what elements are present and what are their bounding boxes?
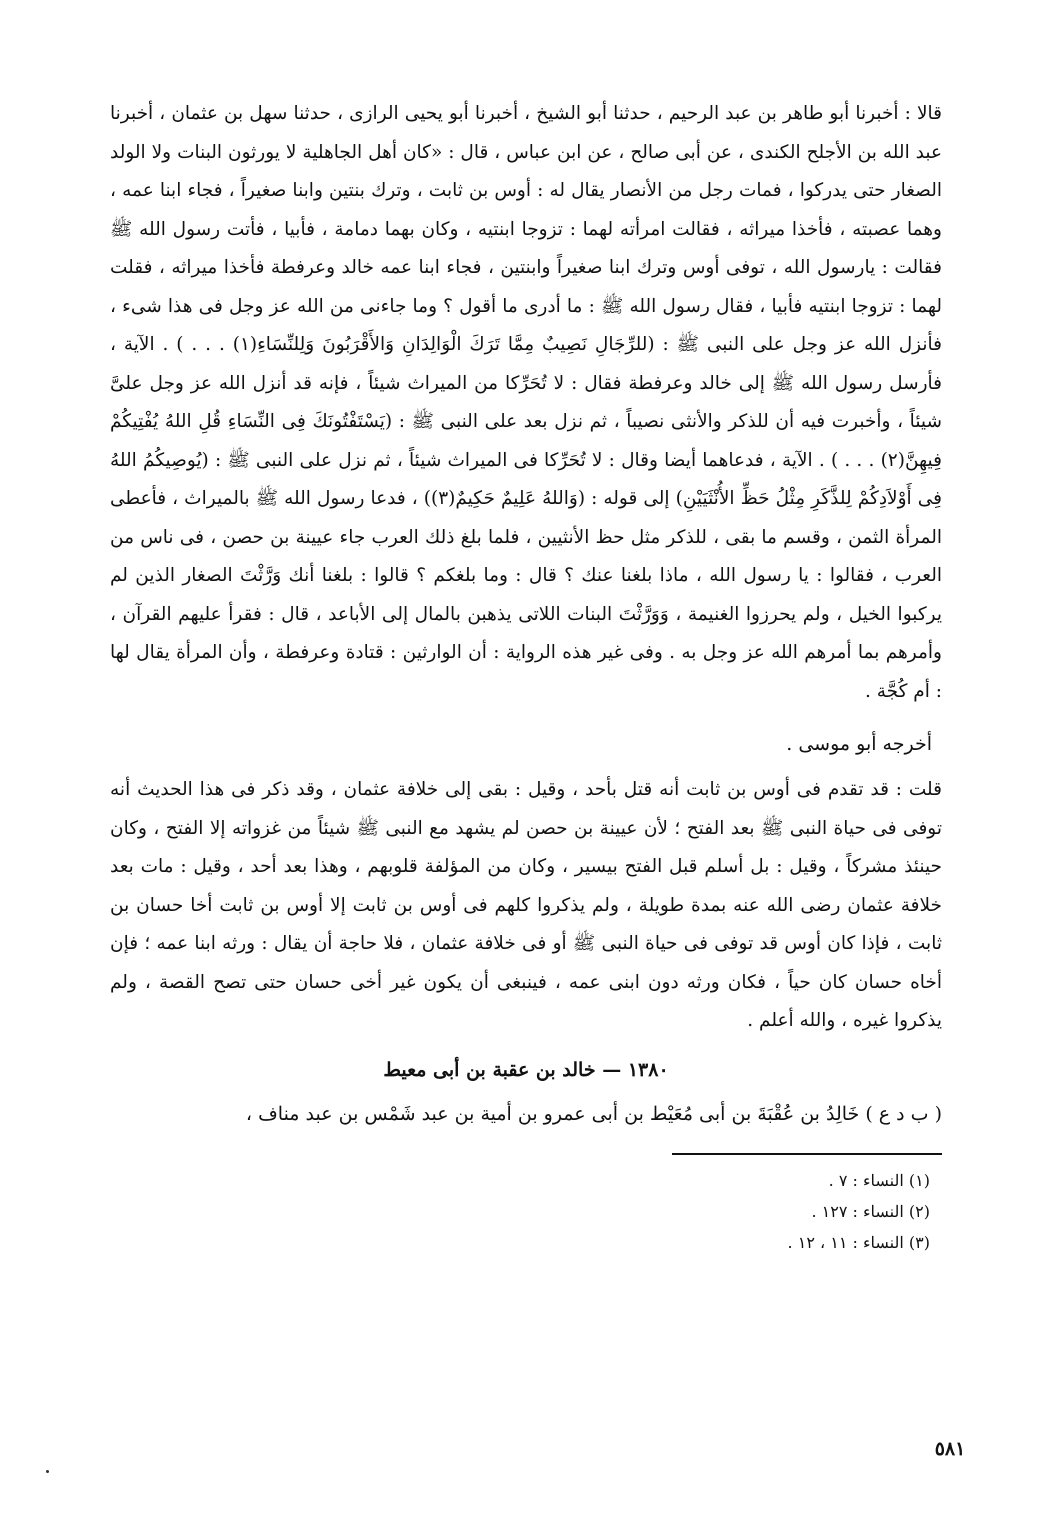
footnote-1: (١) النساء : ٧ . [828, 1170, 930, 1190]
page-number: ٥٨١ [934, 1438, 966, 1460]
page-content [110, 95, 942, 1258]
footnotes [110, 1165, 942, 1258]
commentary-paragraph: قلت : قد تقدم فى أوس بن ثابت أنه قتل بأحد ، وقيل : بقى إلى خلافة عثمان ، وقد ذكر فى هذا الحديث أنه توفى فى حياة النبى ﷺ بعد الفتح ؛ لأن عيينة بن حصن لم يشهد مع النبى ﷺ شيئاً من غزواته إلا الفتح ، وكان حينئذ مشركاً ، وقيل : بل أسلم قبل الفتح بيسير ، وكان من المؤلفة قلوبهم ، وهذا بعد أحد ، وقيل : مات بعد خلافة عثمان رضى الله عنه بمدة طويلة ، ولم يذكروا كلهم فى أوس بن ثابت إلا أوس بن ثابت أخا حسان بن ثابت ، فإذا كان أوس قد توفى فى حياة النبى ﷺ أو فى خلافة عثمان ، فلا حاجة أن يقال : ورثه ابنا عمه ؛ فإن أخاه حسان كان حياً ، فكان ورثه دون ابنى عمه ، فينبغى أن يكون غير أخى حسان حتى تصح القصة ، ولم يذكروا غيره ، والله أعلم . [110, 779, 942, 1031]
entry-first-line: ( ب د ع ) خَالِدُ بن عُقْبَةَ بن أبى مُعَيْط بن أبى عمرو بن أمية بن عبد شَمْس بن عبد مناف ، [245, 1102, 942, 1125]
attribution-line: أخرجه أبو موسى . [786, 733, 932, 755]
hadith-paragraph: قالا : أخبرنا أبو طاهر بن عبد الرحيم ، حدثنا أبو الشيخ ، أخبرنا أبو يحيى الرازى ، حدثنا سهل بن عثمان ، أخبرنا عبد الله بن الأجلح الكندى ، عن أبى صالح ، عن ابن عباس ، قال : «كان أهل الجاهلية لا يورثون البنات ولا الولد الصغار حتى يدركوا ، فمات رجل من الأنصار يقال له : أوس بن ثابت ، وترك بنتين وابنا صغيراً ، فجاء ابنا عمه ، وهما عصبته ، فأخذا ميراثه ، فقالت امرأته لهما : تزوجا ابنتيه ، وكان بهما دمامة ، فأبيا ، فأتت رسول الله ﷺ فقالت : يارسول الله ، توفى أوس وترك ابنا صغيراً وابنتين ، فجاء ابنا عمه خالد وعرفطة فأخذا ميراثه ، فقلت لهما : تزوجا ابنتيه فأبيا ، فقال رسول الله ﷺ : ما أدرى ما أقول ؟ وما جاءنى من الله عز وجل فى هذا شىء ، فأنزل الله عز وجل على النبى ﷺ : (للرِّجَالِ نَصِيبٌ مِمَّا تَرَكَ الْوَالِدَانِ وَالأَقْرَبُونَ وَلِلنِّسَاءِ(١) . . . ) . الآية ، فأرسل رسول الله ﷺ إلى خالد وعرفطة فقال : لا تُحَرِّكا من الميراث شيئاً ، فإنه قد أنزل الله عز وجل علىَّ شيئاً ، وأخبرت فيه أن للذكر والأنثى نصيباً ، ثم نزل بعد على النبى ﷺ : (يَسْتَفْتُونَكَ فِى النِّسَاءِ قُلِ اللهُ يُفْتِيكُمْ فِيهِنَّ(٢) . . . ) . الآية ، فدعاهما أيضا وقال : لا تُحَرِّكا فى الميراث شيئاً ، ثم نزل على النبى ﷺ : (يُوصِيكُمُ اللهُ فِى أَوْلاَدِكُمْ لِلذَّكَرِ مِثْلُ حَظِّ الأُنْثَيَيْنِ) إلى قوله : (وَاللهُ عَلِيمٌ حَكِيمٌ(٣)) ، فدعا رسول الله ﷺ بالميراث ، فأعطى المرأة الثمن ، وقسم ما بقى ، للذكر مثل حظ الأنثيين ، فلما بلغ ذلك العرب جاء عيينة بن حصن ، فى ناس من العرب ، فقالوا : يا رسول الله ، ماذا بلغنا عنك ؟ قال : وما بلغكم ؟ قالوا : بلغنا أنك وَرَّثْتَ الصغار الذين لم يركبوا الخيل ، ولم يحرزوا الغنيمة ، وَوَرَّثْتَ البنات اللاتى يذهبن بالمال إلى الأباعد ، قال : فقرأ عليهم القرآن ، وأمرهم بما أمرهم الله عز وجل به . وفى غير هذه الرواية : أن الوارثين : قتادة وعرفطة ، وأن المرأة يقال لها : أم كُجَّة . [110, 103, 942, 702]
footnote-2: (٢) النساء : ١٢٧ . [811, 1201, 930, 1221]
footnote-3: (٣) النساء : ١١ ، ١٢ . [787, 1232, 930, 1252]
scan-speck [46, 1470, 49, 1473]
footnote-separator [672, 1153, 942, 1155]
entry-heading: ١٣٨٠ — خالد بن عقبة بن أبى معيط [383, 1058, 669, 1081]
